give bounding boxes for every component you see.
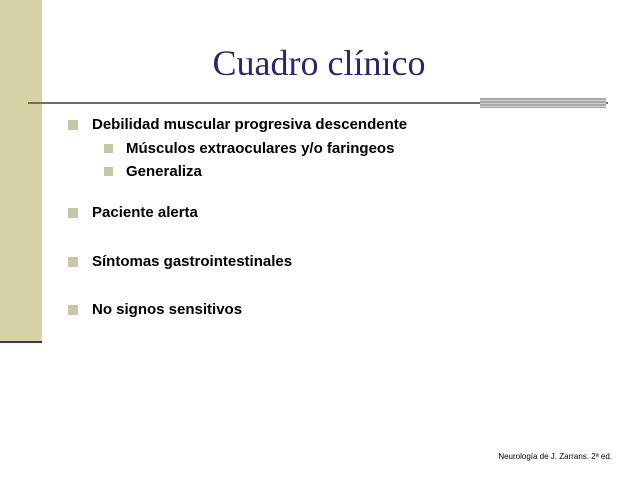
source-footer: Neurología de J. Zarrans. 2ª ed.: [498, 452, 612, 461]
bullet-square-icon: [104, 144, 113, 153]
bullet-item: [68, 116, 407, 133]
bullet-text: No signos sensitivos: [92, 301, 243, 318]
bullet-text: Paciente alerta: [92, 204, 198, 221]
title-divider-accent: [480, 98, 606, 108]
slide-title: Cuadro clínico: [212, 43, 426, 83]
bullet-item: [68, 253, 292, 270]
sub-bullet-text: Músculos extraoculares y/o faringeos: [126, 140, 395, 157]
sub-bullet-item: [104, 140, 394, 157]
bullet-square-icon: [104, 167, 113, 176]
bullet-item: [68, 301, 242, 318]
bullet-square-icon: [68, 305, 78, 315]
bullet-square-icon: [68, 257, 78, 267]
left-bar-edge: [0, 341, 42, 343]
sub-bullet-item: [104, 163, 202, 180]
bullet-item: [68, 204, 198, 221]
bullet-text: Síntomas gastrointestinales: [92, 253, 293, 270]
bullet-square-icon: [68, 120, 78, 130]
bullet-square-icon: [68, 208, 78, 218]
sub-bullet-text: Generaliza: [126, 163, 202, 180]
bullet-text: Debilidad muscular progresiva descendente: [92, 116, 408, 133]
